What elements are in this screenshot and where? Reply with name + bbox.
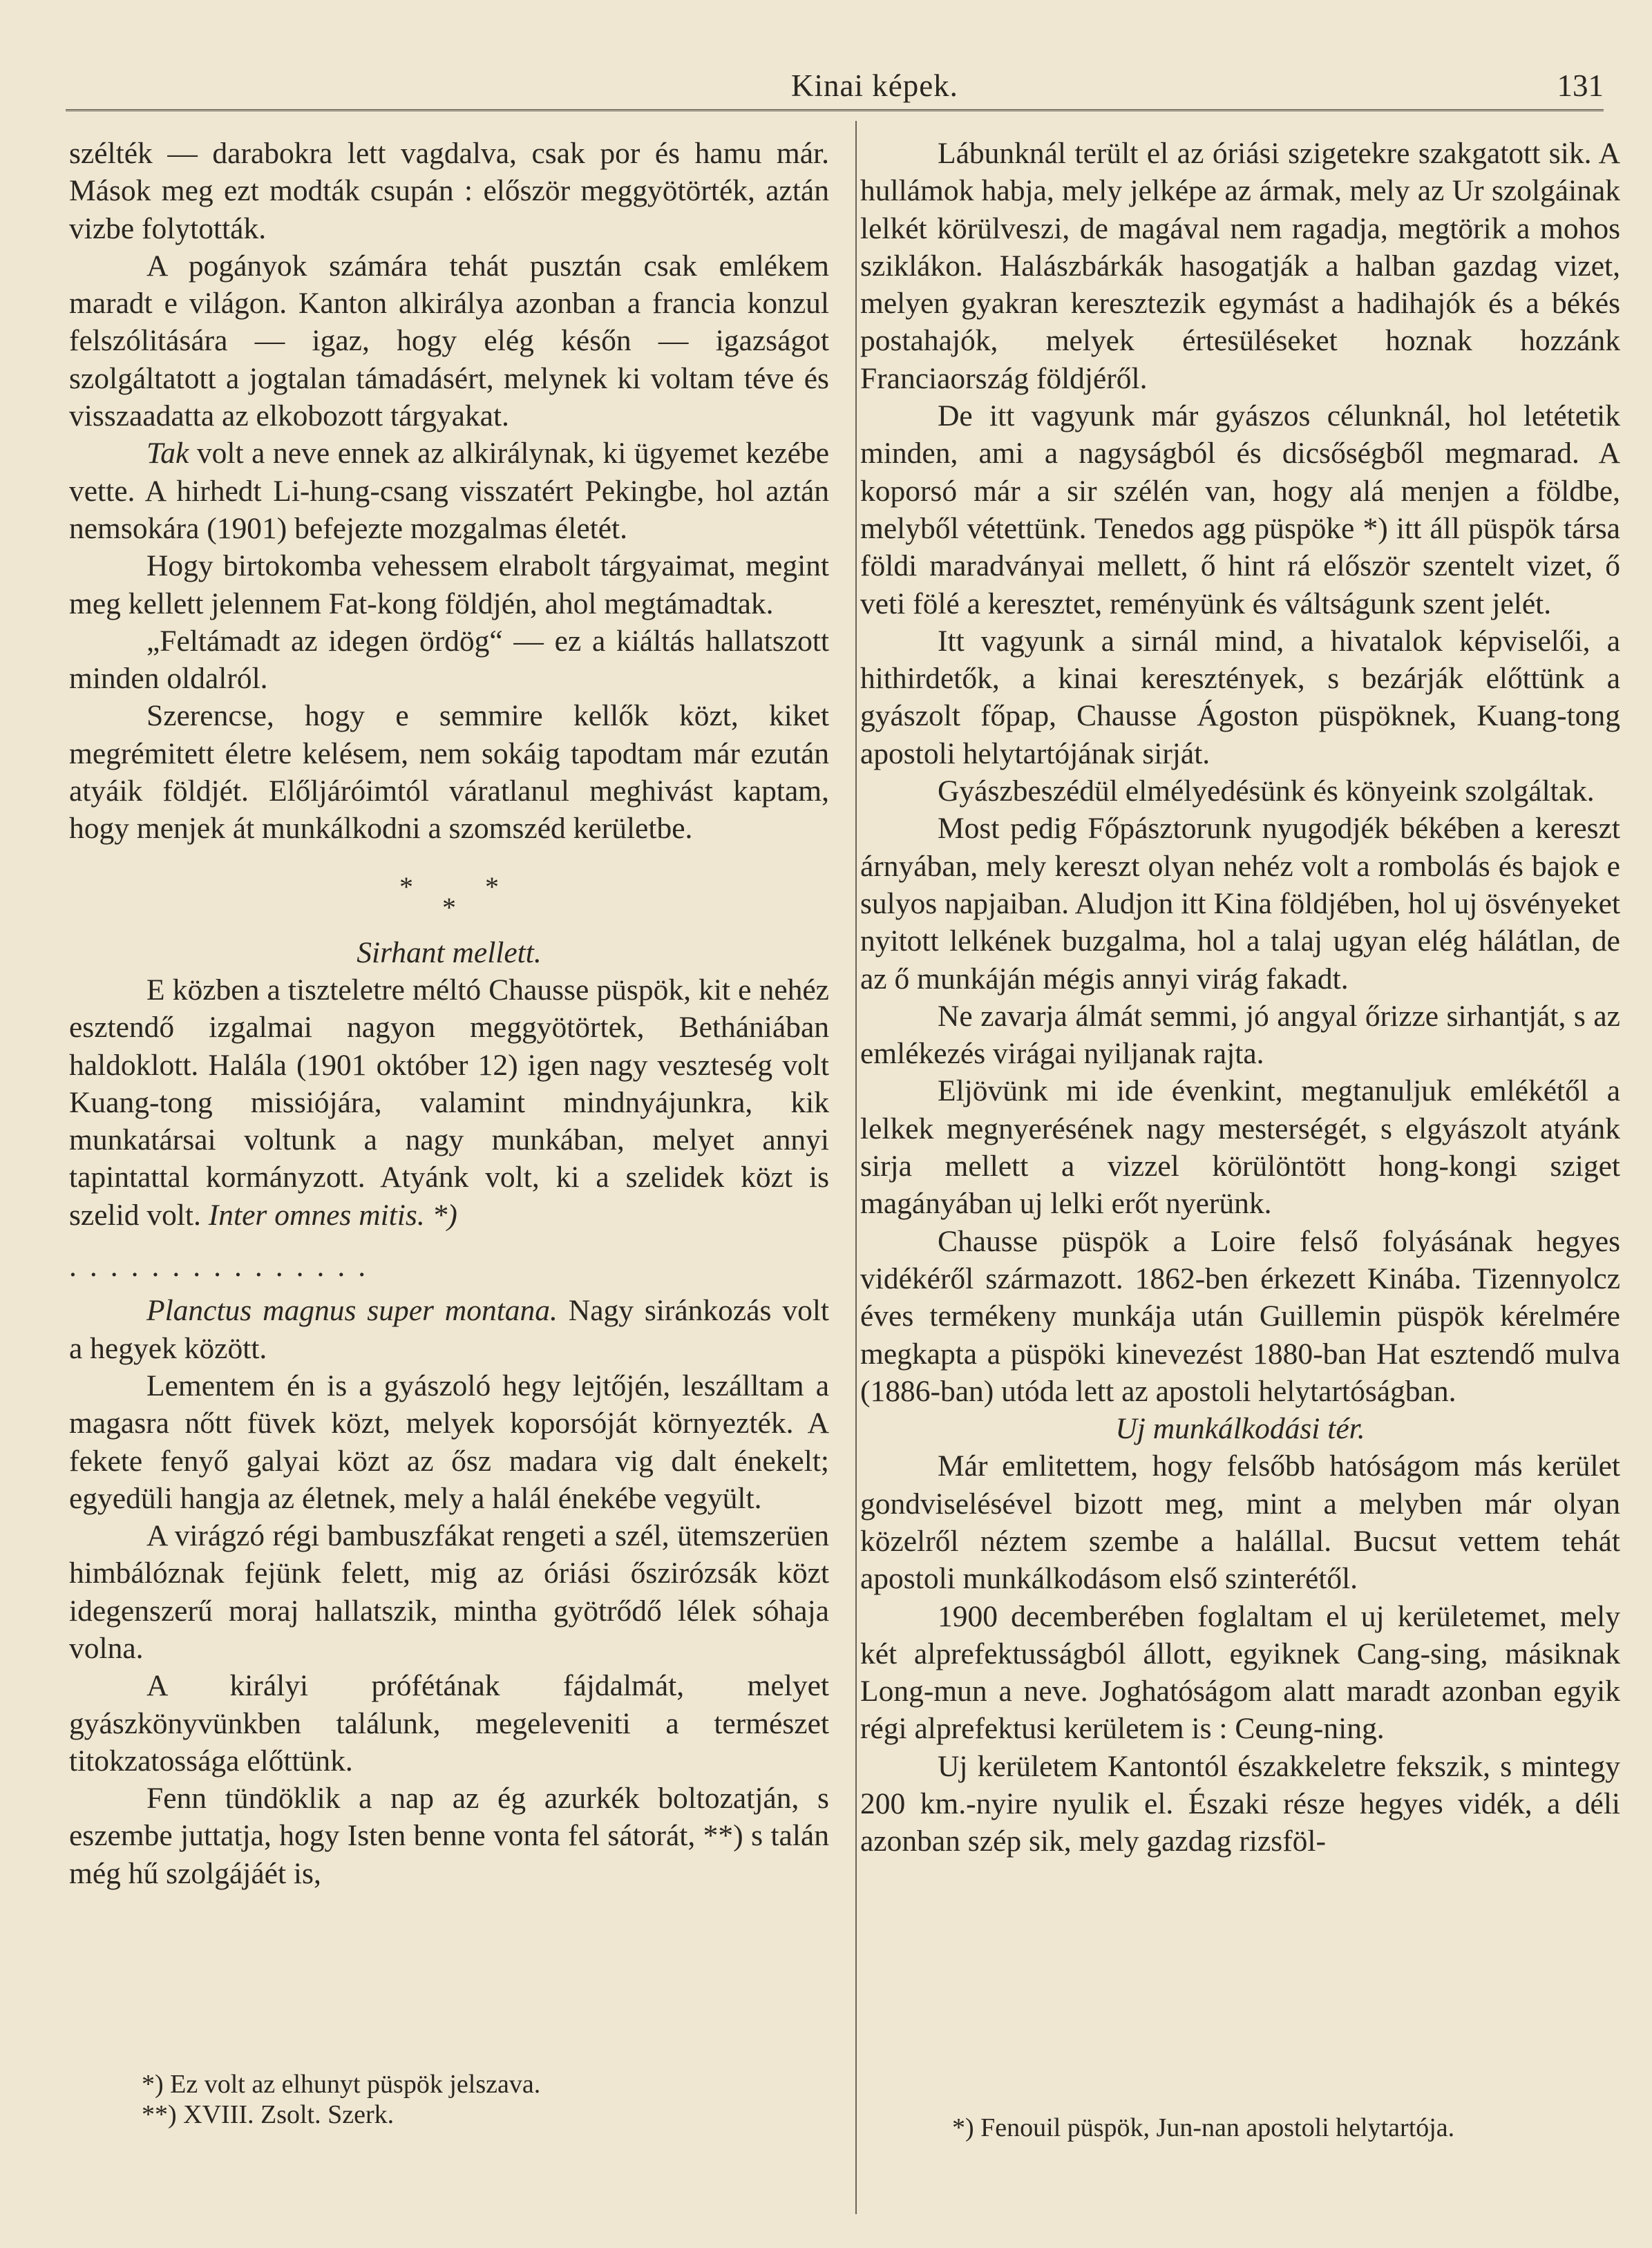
column-divider (855, 121, 857, 2214)
paragraph: Itt vagyunk a sirnál mind, a hivatalok képviselői, a hithirdetők, a kinai keresztények, s bezárják előttünk a gyászolt főpap, Chausse Ágoston püspöknek, Kuang-tong apostoli helytartójának sirját. (860, 624, 1620, 770)
footnote-right: *) Fenouil püspök, Jun-nan apostoli helytartója. (952, 2113, 1455, 2142)
footnote: *) Ez volt az elhunyt püspök jelszava. (142, 2070, 541, 2099)
section-heading: Uj munkálkodási tér. (1115, 1412, 1365, 1446)
star: * (399, 870, 413, 902)
left-column (69, 135, 829, 1892)
paragraph: 1900 decemberében foglaltam el uj kerületemet, mely két alprefektusságból állott, egyiknek Cang-sing, másiknak Long-mun a neve. Joghatóságom alatt maradt azonban egyik régi alprefektusi kerületem is : Ceung-ning. (860, 1599, 1620, 1746)
header-rule (66, 109, 1604, 115)
paragraph: Most pedig Főpásztorunk nyugodjék békében a kereszt árnyában, mely kereszt olyan nehéz volt a rombolás és bajok e sulyos napjaiban. Aludjon itt Kina földjében, hol uj ösvényeket nyitott lelkének buzgalma, hol a talaj ugyan elég hálátlan, de az ő munkáján mégis annyi virág fakadt. (860, 812, 1620, 996)
paragraph: Fenn tündöklik a nap az ég azurkék boltozatján, s eszembe juttatja, hogy Isten benne vonta fel sátorát, **) s talán még hű szolgájáét is, (69, 1782, 829, 1890)
section-heading: Sirhant mellett. (357, 935, 542, 969)
paragraph: A virágzó régi bambuszfákat rengeti a szél, ütemszerüen himbálóznak fejünk felett, mig az óriási őszirózsák közt idegenszerű moraj hallatszik, mintha gyötrődő lélek sóhaja volna. (69, 1519, 829, 1665)
header-title: Kinai képek. (791, 68, 958, 103)
paragraph: Ne zavarja álmát semmi, jó angyal őrizze sirhantját, s az emlékezés virágai nyiljanak rajta. (860, 999, 1620, 1071)
motto: Inter omnes mitis. (208, 1198, 425, 1232)
star: * (442, 891, 456, 923)
paragraph: Már emlitettem, hogy felsőbb hatóságom más kerület gondviselésével bizott meg, mint a melyben már olyan közelről néztem szembe a halállal. Bucsut vettem tehát apostoli munkálkodásom első szinterétől. (860, 1449, 1620, 1596)
paragraph: Chausse püspök a Loire felső folyásának hegyes vidékéről származott. 1862-ben érkezett Kinába. Tizennyolcz éves termékeny munkája után Guillemin püspök kérelmére megkapta a püspöki kinevezést 1880-ban Hat esztendő mulva (1886-ban) utóda lett az apostoli helytartóságban. (860, 1224, 1620, 1408)
latin-quote: Planctus magnus super montana. (146, 1294, 558, 1328)
paragraph-text: volt a neve ennek az alkirálynak, ki ügyemet kezébe vette. A hirhedt Li-hung-csang visszatért Pekingbe, hol aztán nemsokára (1901) befejezte mozgalmas életét. (69, 437, 830, 545)
paragraph: „Feltámadt az idegen ördög“ — ez a kiáltás hallatszott minden oldalról. (69, 624, 829, 696)
paragraph: Gyászbeszédül elmélyedésünk és könyeink szolgáltak. (938, 774, 1595, 808)
dotted-separator: ............... (69, 1250, 379, 1284)
paragraph: Eljövünk mi ide évenkint, megtanuljuk emlékétől a lelkek megnyerésének nagy mesterségét, s elgyászolt atyánk sirja mellett a vizzel körülöntött hong-kongi sziget magányában uj lelki erőt nyerünk. (860, 1074, 1620, 1221)
paragraph: Lábunknál terült el az óriási szigetekre szakgatott sik. A hullámok habja, mely jelképe az ármak, mely az Ur szolgáinak lelkét körülveszi, de magával nem ragadja, megtörik a mohos sziklákon. Halászbárkák hasogatják a halban gazdag vizet, melyen gyakran keresztezik egymást a hadihajók és a békés postahajók, melyek értesüléseket hoznak hozzánk Franciaország földjéről. (860, 137, 1620, 395)
paragraph: Hogy birtokomba vehessem elrabolt tárgyaimat, megint meg kellett jelennem Fat-kong földjén, ahol megtámadtak. (69, 549, 829, 620)
paragraph: Szerencse, hogy e semmire kellők közt, kiket megrémitett életre kelésem, nem sokáig tapodtam már ezután atyáik földjét. Előljáróimtól váratlanul meghivást kaptam, hogy menjek át munkálkodni a szomszéd kerületbe. (69, 699, 829, 846)
paragraph: Uj kerületem Kantontól északkeletre fekszik, s mintegy 200 km.-nyire nyulik el. Északi része hegyes vidék, a déli azonban szép sik, mely gazdag rizsföl- (860, 1749, 1620, 1858)
paragraph (69, 435, 829, 547)
motto-footnote-mark: *) (424, 1198, 457, 1232)
paragraph (69, 1292, 829, 1367)
viceroy-name: Tak (146, 437, 189, 470)
right-column (860, 135, 1620, 1860)
paragraph: Lementem én is a gyászoló hegy lejtőjén, leszálltam a magasra nőtt füvek közt, melyek koporsóját környezték. A fekete fenyő galyai közt az ősz madara vig dalt énekelt; egyedüli hangja az életnek, mely a halál énekébe vegyült. (69, 1369, 829, 1515)
star: * (485, 870, 499, 902)
page-number: 131 (1557, 68, 1604, 103)
footnotes-left (142, 2069, 540, 2130)
paragraph: A pogányok számára tehát pusztán csak emlékem maradt e világon. Kanton alkirálya azonban a francia konzul felszólitására — igaz, hogy elég későn — igazságot szolgáltatott a jogtalan támadásért, melynek ki voltam téve és visszaadatta az elkobozott tárgyakat. (69, 249, 829, 433)
footnote: **) XVIII. Zsolt. Szerk. (142, 2100, 395, 2129)
paragraph: De itt vagyunk már gyászos célunknál, hol letétetik minden, ami a nagyságból és dicsőségből megmarad. A koporsó már a sir szélén van, hogy alá menjen a földbe, melyből vétettünk. Tenedos agg püspöke *) itt áll püspök társa földi maradványai mellett, ő hint rá először szentelt vizet, ő veti fölé a keresztet, reményünk és váltságunk szent jelét. (860, 399, 1620, 620)
paragraph-text: E közben a tiszteletre méltó Chausse püspök, kit e nehéz esztendő izgalmai nagyon meggyötörtek, Bethániában haldoklott. Halála (1901 október 12) igen nagy veszteség volt Kuang-tong missiójára, valamint mindnyájunkra, kik munkatársai voltunk a nagy munkában, melyet annyi tapintattal kormányzott. Atyánk volt, ki a szelidek közt is szelid volt. (69, 973, 829, 1232)
paragraph: A királyi prófétának fájdalmát, melyet gyászkönyvünkben találunk, megeleveniti a természet titokzatossága előttünk. (69, 1669, 829, 1778)
paragraph: szélték — darabokra lett vagdalva, csak por és hamu már. Mások meg ezt modták csupán : először meggyötörték, aztán vizbe folytották. (69, 137, 829, 245)
paragraph (69, 971, 829, 1234)
paragraph-text: Nagy siránkozás volt a hegyek között. (69, 1294, 829, 1365)
section-separator (69, 855, 829, 924)
running-header (66, 68, 1604, 111)
